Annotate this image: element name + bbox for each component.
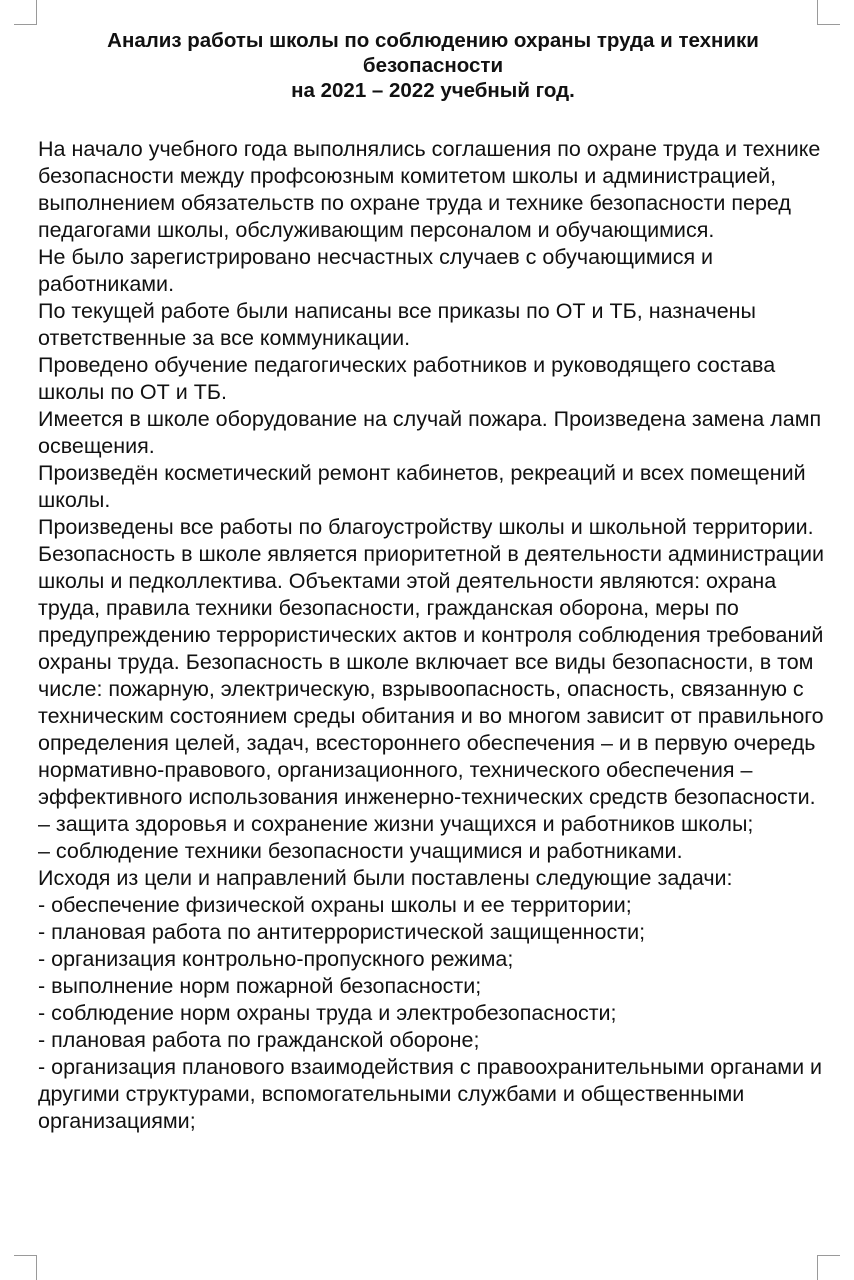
task-item: - организация контрольно-пропускного режима; [38, 947, 514, 971]
list-item-health: – защита здоровья и сохранение жизни учащихся и работников школы; [38, 812, 754, 836]
title-line-3: на 2021 – 2022 учебный год. [291, 79, 575, 102]
list-item-compliance: – соблюдение техники безопасности учащимися и работниками. [38, 839, 683, 863]
crop-mark-bottom-left [14, 1255, 37, 1280]
crop-mark-top-left [14, 0, 37, 25]
paragraph-safety-overview: Произведены все работы по благоустройству школы и школьной территории. Безопасность в школе является приоритетной в деятельности администрации школы и педколлектива. Объектами этой деятельности являются: охрана труда, правила техники безопасности, гражданская оборона, меры по предупреждению террористических актов и контроля соблюдения требований охраны труда. Безопасность в школе включает все виды безопасности, в том числе: пожарную, электрическую, взрывоопасность, опасность, связанную с техническим состоянием среды обитания и во многом зависит от правильного определения целей, задач, всестороннего обеспечения – и в первую очередь нормативно-правового, организационного, технического обеспечения – эффективного использования инженерно-технических средств безопасности. [38, 515, 824, 809]
paragraph-no-accidents: Не было зарегистрировано несчастных случаев с обучающимися и работниками. [38, 245, 714, 296]
crop-mark-top-right [817, 0, 840, 25]
document-body [38, 136, 828, 1135]
paragraph-tasks-intro: Исходя из цели и направлений были поставлены следующие задачи: [38, 866, 733, 890]
task-item: - обеспечение физической охраны школы и ее территории; [38, 893, 632, 917]
task-item: - организация планового взаимодействия с правоохранительными органами и другими структурами, вспомогательными службами и общественными организациями; [38, 1055, 823, 1133]
paragraph-agreements: На начало учебного года выполнялись соглашения по охране труда и технике безопасности между профсоюзным комитетом школы и администрацией, выполнением обязательств по охране труда и технике безопасности перед педагогами школы, обслуживающим персоналом и обучающимися. [38, 137, 821, 242]
document-title [38, 28, 828, 103]
title-line-2: безопасности [362, 54, 504, 77]
task-item: - соблюдение норм охраны труда и электробезопасности; [38, 1001, 617, 1025]
crop-mark-bottom-right [817, 1255, 840, 1280]
task-item: - плановая работа по антитеррористической защищенности; [38, 920, 646, 944]
paragraph-fire-equipment: Имеется в школе оборудование на случай пожара. Произведена замена ламп освещения. [38, 407, 822, 458]
paragraph-orders: По текущей работе были написаны все приказы по ОТ и ТБ, назначены ответственные за все коммуникации. [38, 299, 756, 350]
paragraph-repairs: Произведён косметический ремонт кабинетов, рекреаций и всех помещений школы. [38, 461, 806, 512]
document-page [38, 28, 828, 1135]
title-line-1: Анализ работы школы по соблюдению охраны труда и техники [107, 29, 759, 52]
paragraph-training: Проведено обучение педагогических работников и руководящего состава школы по ОТ и ТБ. [38, 353, 776, 404]
task-item: - плановая работа по гражданской обороне; [38, 1028, 480, 1052]
task-item: - выполнение норм пожарной безопасности; [38, 974, 482, 998]
